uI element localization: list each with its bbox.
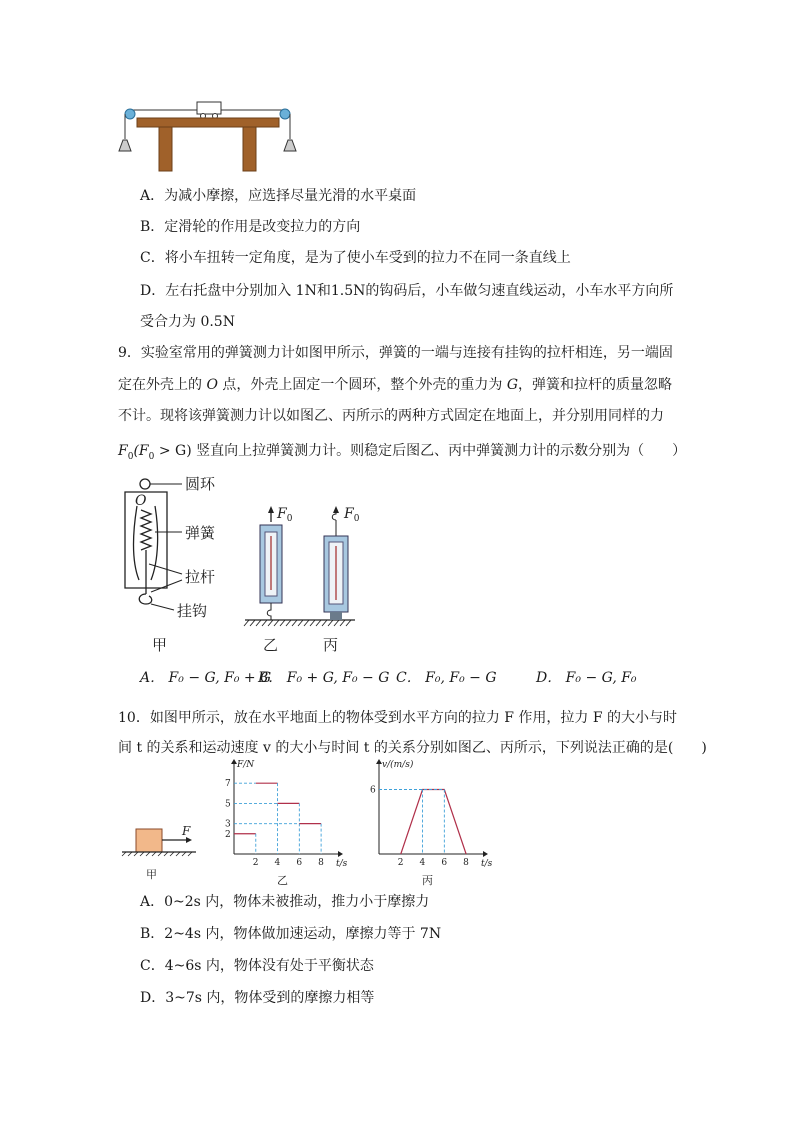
f-chart-x-label: t/s bbox=[336, 859, 348, 869]
q9-f-symbol: F bbox=[118, 443, 128, 459]
q9-text: 点，外壳上固定一个圆环，整个外壳的重力为 bbox=[217, 377, 507, 393]
label-rod: 拉杆 bbox=[185, 568, 216, 586]
scale-bing bbox=[324, 506, 348, 620]
q9-g-symbol: G bbox=[506, 377, 519, 393]
q9-text: > G) 竖直向上拉弹簧测力计。则稳定后图乙、丙中弹簧测力计的示数分别为（ ） bbox=[154, 443, 687, 459]
v-chart-x-tick-label: 8 bbox=[463, 858, 469, 868]
v-chart-x-tick-label: 6 bbox=[441, 858, 448, 868]
f-chart-y-tick-label: 7 bbox=[225, 779, 231, 790]
label-yi: 乙 bbox=[263, 636, 279, 654]
q9-line-1: 9．实验室常用的弹簧测力计如图甲所示，弹簧的一端与连接有挂钩的拉杆相连，另一端固 bbox=[118, 345, 673, 361]
v-chart-x-label: t/s bbox=[481, 859, 493, 869]
label-jia: 甲 bbox=[152, 636, 168, 654]
q10-line-1: 10．如图甲所示，放在水平地面上的物体受到水平方向的拉力 F 作用，拉力 F 的大小与时 bbox=[118, 710, 678, 726]
q8-option-d-line1: D．左右托盘中分别加入 1N和1.5N的钩码后，小车做匀速直线运动，小车水平方向所 bbox=[140, 283, 674, 299]
q9-line-2 bbox=[118, 375, 672, 395]
right-pulley-icon bbox=[280, 109, 290, 119]
v-chart-x-arrow bbox=[483, 851, 488, 857]
q10-option-a: A．0~2s 内，物体未被推动，推力小于摩擦力 bbox=[140, 894, 430, 910]
block bbox=[136, 829, 162, 852]
cart-table-figure bbox=[115, 95, 300, 175]
v-chart-x-tick-label: 2 bbox=[397, 858, 404, 868]
f-chart-x-tick-label: 6 bbox=[296, 858, 303, 868]
f-chart-x-arrow bbox=[338, 851, 343, 857]
q9-text: 定在外壳上的 bbox=[118, 377, 207, 393]
left-weight bbox=[119, 140, 131, 151]
f-chart-y-tick-label: 5 bbox=[225, 799, 231, 810]
q9-line-4 bbox=[118, 441, 686, 467]
v-chart-y-tick-label: 6 bbox=[370, 785, 376, 796]
q9-f-sub: 0 bbox=[148, 451, 155, 462]
q10-option-c: C．4~6s 内，物体没有处于平衡状态 bbox=[140, 958, 374, 974]
f-chart-y-label: F/N bbox=[237, 760, 255, 770]
q8-option-d-line2: 受合力为 0.5N bbox=[140, 314, 235, 330]
f-chart-title: 乙 bbox=[277, 874, 288, 887]
bing-f-label: $F_0$ bbox=[344, 506, 360, 524]
label-o: O bbox=[135, 493, 147, 509]
q9-f-symbol: (F bbox=[133, 443, 149, 459]
scale-yi bbox=[260, 506, 282, 620]
force-time-chart bbox=[210, 758, 350, 888]
v-chart-y-label: v/(m/s) bbox=[382, 760, 414, 770]
spring-scale-figure bbox=[115, 470, 365, 660]
f-chart-y-tick-label: 2 bbox=[225, 829, 231, 840]
force-f-label: F bbox=[182, 824, 191, 838]
label-jia-10: 甲 bbox=[146, 868, 157, 881]
f-chart-x-tick-label: 4 bbox=[274, 858, 281, 868]
q10-option-d: D．3~7s 内，物体受到的摩擦力相等 bbox=[140, 990, 375, 1006]
table-top bbox=[137, 118, 279, 127]
f-chart-y-tick-label: 3 bbox=[225, 819, 231, 830]
label-ring: 圆环 bbox=[185, 475, 216, 493]
q8-option-a: A．为减小摩擦，应选择尽量光滑的水平桌面 bbox=[140, 188, 417, 204]
v-chart-title: 丙 bbox=[422, 874, 433, 887]
label-hook: 挂钩 bbox=[177, 602, 208, 620]
v-chart-x-tick-label: 4 bbox=[419, 858, 426, 868]
label-bing: 丙 bbox=[323, 636, 339, 654]
right-weight bbox=[284, 140, 296, 151]
velocity-time-chart bbox=[355, 758, 495, 888]
q9-option-a: A． F₀ − G, F₀ + G bbox=[140, 670, 272, 686]
q9-f-sub: 0 bbox=[127, 451, 134, 462]
f-chart-x-tick-label: 2 bbox=[252, 858, 259, 868]
q9-o-symbol: O bbox=[206, 377, 218, 393]
yi-f-label: $F_0$ bbox=[277, 506, 293, 524]
q9-text: ，弹簧和拉杆的质量忽略 bbox=[518, 377, 673, 393]
q9-option-c: C． F₀, F₀ − G bbox=[396, 670, 497, 686]
q9-option-b: B． F₀ + G, F₀ − G bbox=[258, 670, 390, 686]
v-chart-series-line bbox=[401, 790, 466, 855]
f-chart-x-tick-label: 8 bbox=[318, 858, 324, 868]
q8-option-c: C．将小车扭转一定角度，是为了使小车受到的拉力不在同一条直线上 bbox=[140, 250, 571, 266]
q9-line-3: 不计。现将该弹簧测力计以如图乙、丙所示的两种方式固定在地面上，并分别用同样的力 bbox=[118, 408, 664, 424]
label-spring: 弹簧 bbox=[185, 524, 216, 542]
q8-option-b: B．定滑轮的作用是改变拉力的方向 bbox=[140, 219, 361, 235]
q10-line-2: 间 t 的关系和运动速度 v 的大小与时间 t 的关系分别如图乙、丙所示，下列说法正确的是( ) bbox=[118, 740, 707, 756]
q9-option-d: D． F₀ − G, F₀ bbox=[536, 670, 637, 686]
left-pulley-icon bbox=[125, 109, 135, 119]
block-figure bbox=[120, 820, 210, 885]
q10-option-b: B．2~4s 内，物体做加速运动，摩擦力等于 7N bbox=[140, 926, 442, 942]
cart bbox=[197, 102, 221, 114]
